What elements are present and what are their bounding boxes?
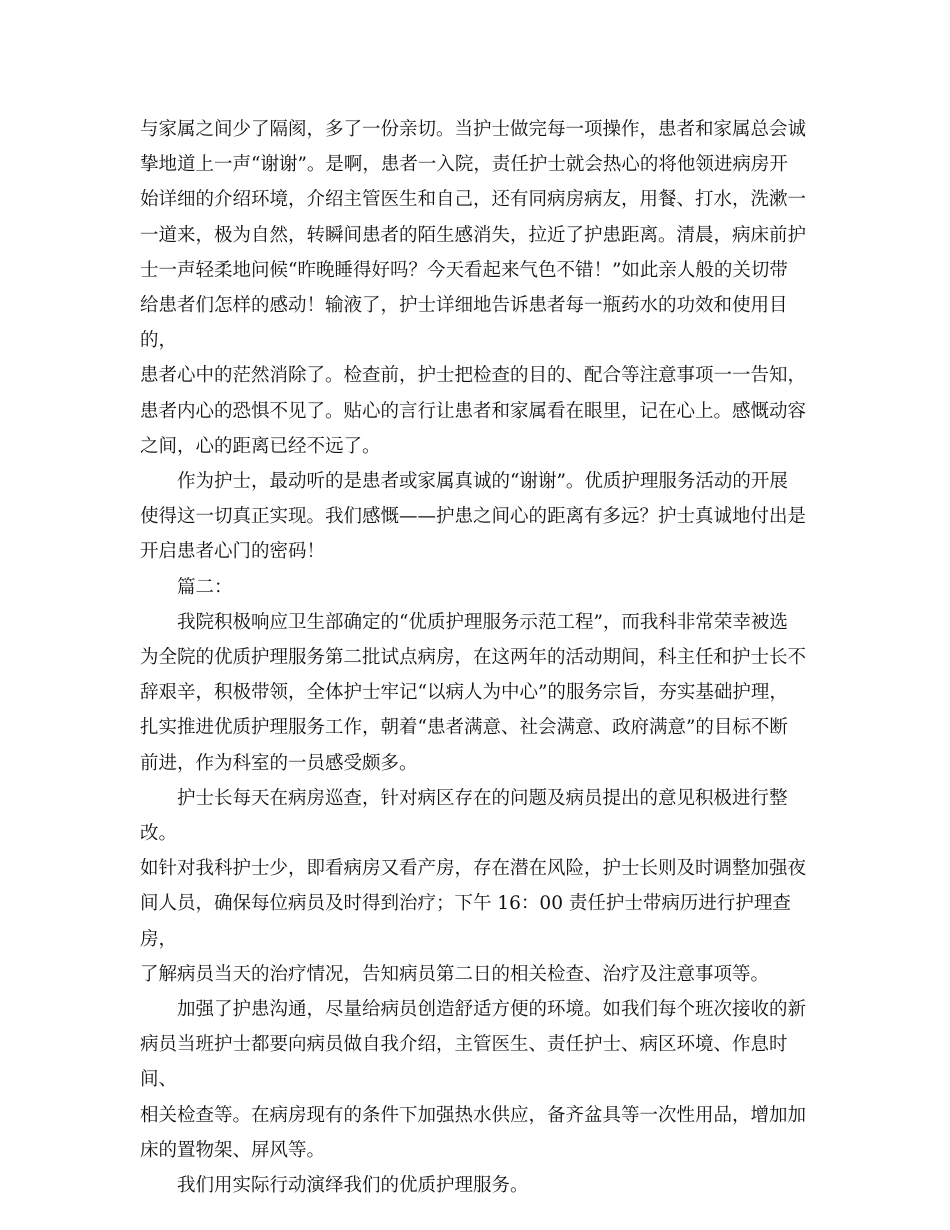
body-text (140, 112, 816, 1203)
section-heading-part-two: 篇二： (140, 576, 233, 598)
paragraph-3: 我院积极响应卫生部确定的“优质护理服务示范工程”，而我科非常荣幸被选 为全院的优质护理服务第二批试点病房，在这两年的活动期间，科主任和护士长不 辞艰辛，积极带领，全体护士牢记“以病人为中心”的服务宗旨，夯实基础护理， 扎实推进优质护理服务工作，朝着“患者满意、社会满意、政府满意”的目标不断 前进，作为科室的一员感受颇多。 (140, 611, 807, 774)
paragraph-4: 护士长每天在病房巡查，针对病区存在的问题及病员提出的意见积极进行整改。 如针对我科护士少，即看病房又看产房，存在潜在风险，护士长则及时调整加强夜 间人员，确保每位病员及时得到治疗；下午 16：00 责任护士带病历进行护理查房， 了解病员当天的治疗情况，告知病员第二日的相关检查、治疗及注意事项等。 (140, 787, 807, 985)
paragraph-5: 加强了护患沟通，尽量给病员创造舒适方便的环境。如我们每个班次接收的新 病员当班护士都要向病员做自我介绍，主管医生、责任护士、病区环境、作息时间、 相关检查等。在病房现有的条件下加强热水供应，备齐盆具等一次性用品，增加加 床的置物架、屏风等。 (140, 999, 807, 1161)
paragraph-2: 作为护士，最动听的是患者或家属真诚的“谢谢”。优质护理服务活动的开展 使得这一切真正实现。我们感慨——护患之间心的距离有多远？护士真诚地付出是 开启患者心门的密码！ (140, 471, 807, 563)
paragraph-6: 我们用实际行动演绎我们的优质护理服务。 (140, 1175, 529, 1197)
paragraph-1: 与家属之间少了隔阂，多了一份亲切。当护士做完每一项操作，患者和家属总会诚 挚地道上一声“谢谢”。是啊，患者一入院，责任护士就会热心的将他领进病房开 始详细的介绍环境，介绍主管医生和自己，还有同病房病友，用餐、打水，洗漱一 一道来，极为自然，转瞬间患者的陌生感消失，拉近了护患距离。清晨，病床前护 士一声轻柔地问候“昨晚睡得好吗？今天看起来气色不错！”如此亲人般的关切带 给患者们怎样的感动！输液了，护士详细地告诉患者每一瓶药水的功效和使用目的， 患者心中的茫然消除了。检查前，护士把检查的目的、配合等注意事项一一告知， 患者内心的恐惧不见了。贴心的言行让患者和家属看在眼里，记在心上。感慨动容 之间，心的距离已经不远了。 (140, 119, 807, 457)
